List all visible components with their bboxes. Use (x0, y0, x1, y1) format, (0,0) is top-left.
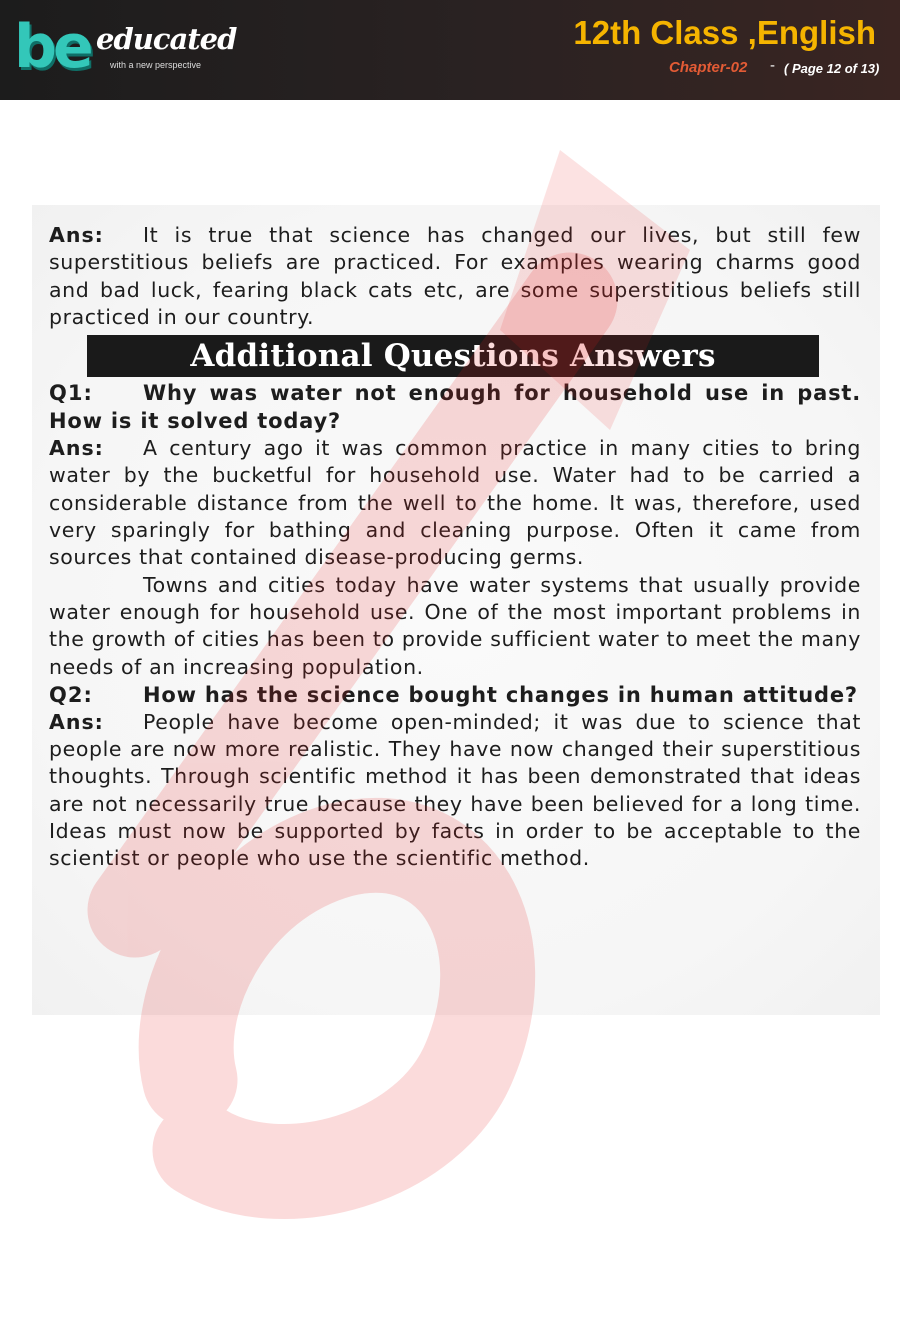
answer-text: People have become open-minded; it was due to science that people are now more realistic. They have now changed their superstitious thoughts. Through scientific method it has been demonstrated that ideas are not necessarily true because they have been believed for a long time. Ideas must now be supported by facts in order to be acceptable to the scientist or people who use the scientific method. (49, 709, 861, 871)
header-dash: - (770, 57, 775, 74)
answer-block (49, 222, 861, 331)
answer-text: A century ago it was common practice in many cities to bring water by the bucketful for household use. Water had to be carried a considerable distance from the well to the home. It was, therefore, used very sparingly for bathing and cleaning purpose. Often it came from sources that contained disease-producing germs. (49, 436, 861, 570)
answer-label: Ans: (49, 709, 104, 734)
answer-paragraph: Towns and cities today have water systems that usually provide water enough for household use. One of the most important problems in the growth of cities has been to provide sufficient water to meet the many needs of an increasing population. (49, 572, 861, 679)
logo-educated-text: educated (96, 22, 237, 56)
answer-block (49, 709, 861, 873)
question-block (49, 681, 861, 709)
answer-label: Ans: (49, 436, 104, 461)
page-indicator: ( Page 12 of 13) (784, 61, 880, 76)
document-content (49, 222, 861, 873)
page-header (0, 0, 900, 100)
logo-be-text: be (14, 12, 90, 82)
chapter-label: Chapter-02 (669, 59, 748, 76)
answer-text: It is true that science has changed our lives, but still few superstitious beliefs are practiced. For examples wearing charms good and bad luck, fearing black cats etc, are some superstitious beliefs still practiced in our country. (49, 223, 861, 329)
question-text: How has the science bought changes in human attitude? (143, 682, 858, 707)
answer-block (49, 435, 861, 571)
question-label: Q1: (49, 381, 93, 406)
be-educated-logo (14, 8, 237, 94)
section-banner: Additional Questions Answers (87, 335, 819, 377)
answer-label: Ans: (49, 223, 104, 247)
logo-tagline: with a new perspective (110, 60, 202, 70)
question-block (49, 379, 861, 435)
class-title: 12th Class ,English (573, 14, 876, 51)
question-label: Q2: (49, 682, 93, 707)
question-text: Why was water not enough for household use in past. How is it solved today? (49, 381, 861, 434)
